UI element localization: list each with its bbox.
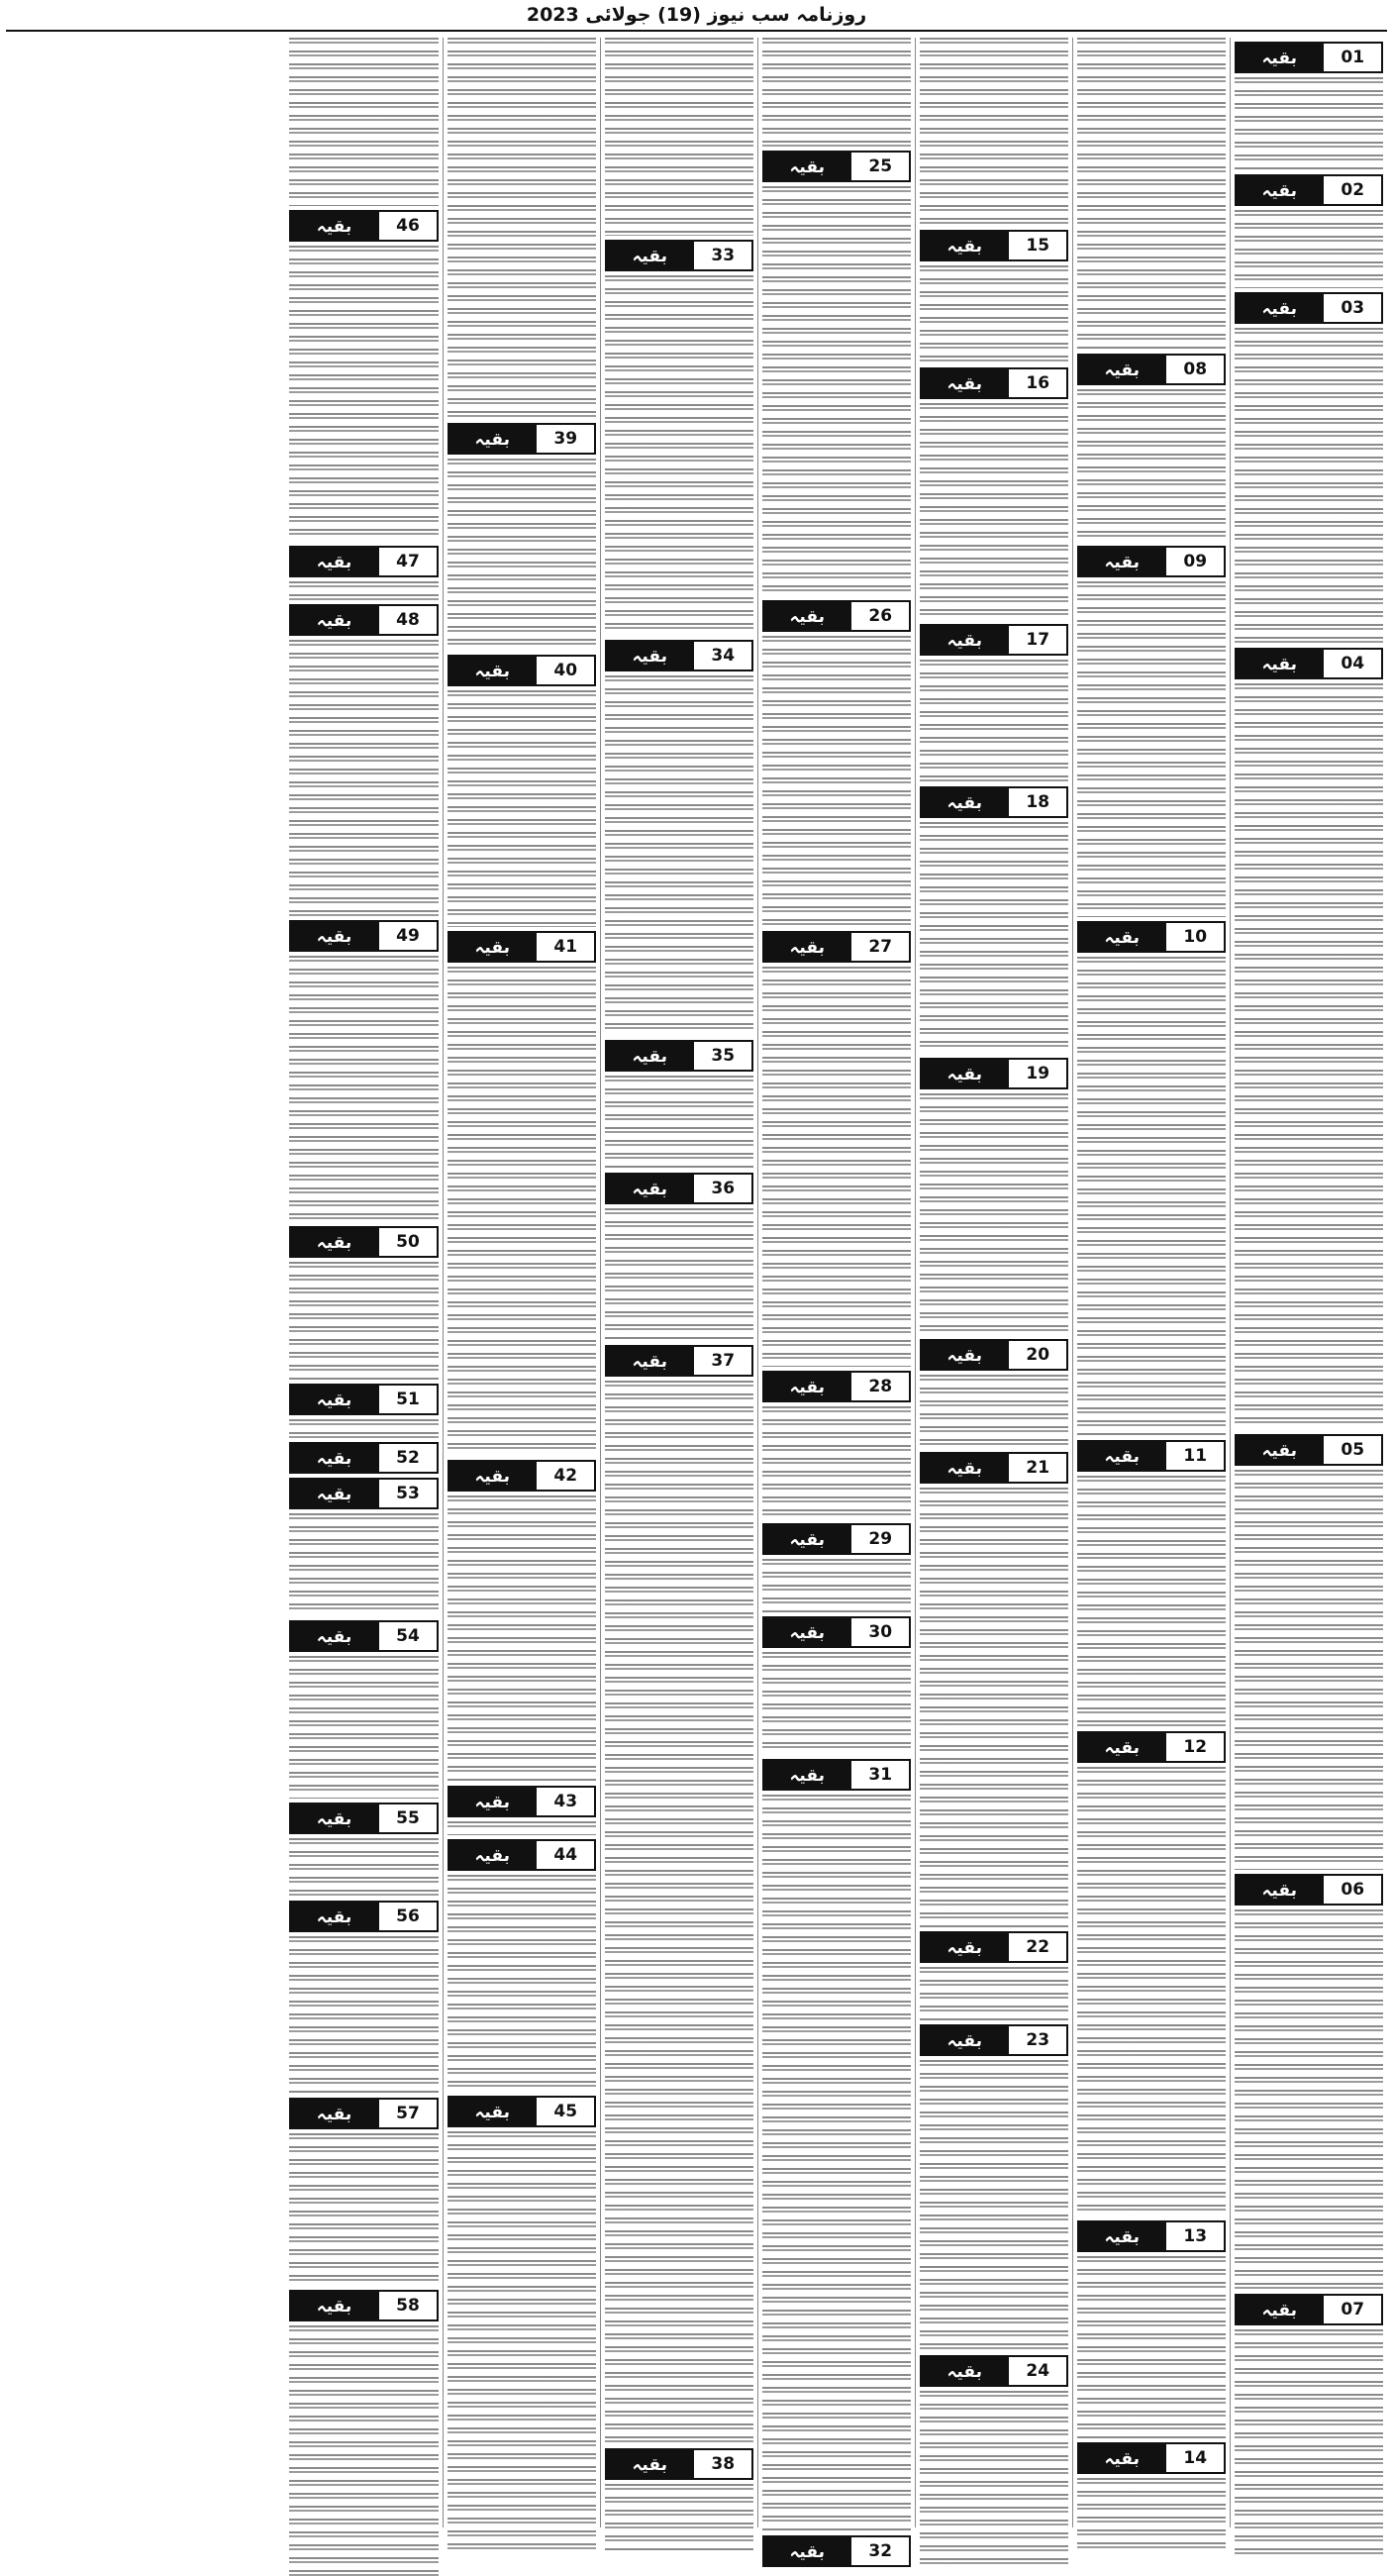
continuation-box: [762, 151, 911, 182]
continuation-box: [448, 655, 596, 686]
continuation-number: 18: [1007, 788, 1066, 816]
article-text: [920, 1488, 1068, 1927]
continuation-number: 12: [1164, 1733, 1224, 1761]
article-text: [289, 1419, 439, 1438]
continuation-box: [1077, 354, 1226, 385]
continuation-label: بقیہ: [291, 1386, 377, 1413]
article-text: [762, 1406, 911, 1519]
article-text: [920, 38, 1068, 226]
continuation-label: بقیہ: [291, 1622, 377, 1650]
article-text: [1077, 2256, 1226, 2438]
article-text: [920, 403, 1068, 620]
continuation-number: 16: [1007, 369, 1066, 397]
continuation-box: [1077, 921, 1226, 953]
continuation-box: [605, 640, 753, 671]
article-text: [1235, 1470, 1383, 1870]
continuation-label: بقیہ: [922, 1341, 1007, 1369]
continuation-label: بقیہ: [1237, 176, 1322, 204]
continuation-box: [762, 2535, 911, 2567]
continuation-label: بقیہ: [922, 369, 1007, 397]
article-text: [605, 275, 753, 636]
continuation-box: [920, 2024, 1068, 2056]
continuation-label: بقیہ: [1237, 650, 1322, 677]
continuation-box: [762, 931, 911, 963]
article-column-1: [1230, 38, 1387, 2527]
continuation-box: [289, 1226, 439, 1258]
continuation-box: [605, 1173, 753, 1204]
article-text: [1235, 1909, 1383, 2290]
continuation-label: بقیہ: [922, 1454, 1007, 1482]
continuation-number: 41: [535, 933, 594, 961]
continuation-number: 47: [377, 548, 437, 575]
continuation-box: [1235, 648, 1383, 679]
continuation-number: 35: [692, 1042, 751, 1070]
continuation-label: بقیہ: [607, 242, 692, 269]
continuation-label: بقیہ: [764, 153, 849, 180]
masthead-title: روزنامہ سب نیوز (19) جولائی 2023: [526, 4, 867, 26]
continuation-label: بقیہ: [607, 2450, 692, 2478]
continuation-label: بقیہ: [1079, 923, 1164, 951]
continuation-number: 23: [1007, 2026, 1066, 2054]
article-text: [920, 822, 1068, 1054]
continuation-number: 25: [849, 153, 909, 180]
article-text: [1077, 38, 1226, 350]
article-text: [605, 675, 753, 1036]
article-text: [1077, 957, 1226, 1436]
continuation-box: [289, 1384, 439, 1415]
continuation-number: 43: [535, 1788, 594, 1815]
continuation-label: بقیہ: [607, 1347, 692, 1375]
continuation-number: 29: [849, 1525, 909, 1553]
continuation-box: [920, 1058, 1068, 1089]
continuation-number: 02: [1322, 176, 1381, 204]
continuation-label: بقیہ: [1079, 548, 1164, 575]
article-text: [289, 581, 439, 600]
continuation-number: 20: [1007, 1341, 1066, 1369]
continuation-number: 11: [1164, 1442, 1224, 1470]
continuation-label: بقیہ: [291, 548, 377, 575]
continuation-box: [1235, 1874, 1383, 1906]
continuation-number: 28: [849, 1373, 909, 1400]
continuation-number: 06: [1322, 1876, 1381, 1904]
continuation-number: 54: [377, 1622, 437, 1650]
continuation-number: 07: [1322, 2296, 1381, 2323]
continuation-label: بقیہ: [1237, 1876, 1322, 1904]
article-text: [448, 690, 596, 927]
continuation-box: [289, 2098, 439, 2129]
continuation-label: بقیہ: [922, 1933, 1007, 1961]
continuation-label: بقیہ: [764, 1525, 849, 1553]
continuation-label: بقیہ: [291, 2292, 377, 2319]
article-text: [762, 1652, 911, 1755]
continuation-number: 51: [377, 1386, 437, 1413]
article-text: [289, 1936, 439, 2094]
continuation-box: [762, 600, 911, 632]
continuation-box: [920, 230, 1068, 261]
continuation-label: بقیہ: [922, 788, 1007, 816]
continuation-number: 55: [377, 1804, 437, 1832]
article-text: [289, 2325, 439, 2576]
continuation-box: [289, 210, 439, 242]
continuation-number: 30: [849, 1618, 909, 1646]
continuation-box: [605, 2448, 753, 2480]
continuation-number: 03: [1322, 294, 1381, 322]
continuation-box: [289, 1901, 439, 1932]
continuation-box: [1077, 2220, 1226, 2252]
article-text: [448, 38, 596, 419]
continuation-box: [762, 1759, 911, 1791]
continuation-box: [920, 367, 1068, 399]
continuation-box: [448, 1786, 596, 1817]
continuation-number: 08: [1164, 356, 1224, 383]
article-text: [1077, 389, 1226, 542]
continuation-number: 42: [535, 1462, 594, 1490]
continuation-label: بقیہ: [1079, 2222, 1164, 2250]
article-text: [448, 1495, 596, 1782]
continuation-box: [762, 1523, 911, 1555]
continuation-label: بقیہ: [291, 1228, 377, 1256]
continuation-label: بقیہ: [1079, 2444, 1164, 2472]
continuation-number: 32: [849, 2537, 909, 2565]
article-text: [920, 1967, 1068, 2020]
article-column-4: [757, 38, 915, 2562]
continuation-number: 13: [1164, 2222, 1224, 2250]
article-text: [1235, 210, 1383, 288]
continuation-box: [1235, 174, 1383, 206]
article-text: [920, 1093, 1068, 1335]
continuation-label: بقیہ: [922, 1060, 1007, 1087]
continuation-label: بقیہ: [764, 1373, 849, 1400]
article-text: [289, 38, 439, 206]
masthead-rule: [6, 30, 1387, 32]
continuation-number: 33: [692, 242, 751, 269]
article-text: [762, 1795, 911, 2531]
article-text: [289, 1262, 439, 1380]
continuation-number: 05: [1322, 1436, 1381, 1464]
continuation-label: بقیہ: [764, 2537, 849, 2565]
continuation-number: 46: [377, 212, 437, 240]
columns-container: [6, 38, 1387, 2562]
article-text: [762, 1559, 911, 1612]
continuation-label: بقیہ: [764, 933, 849, 961]
continuation-box: [1077, 2442, 1226, 2474]
continuation-box: [289, 2290, 439, 2321]
continuation-box: [448, 931, 596, 963]
continuation-number: 40: [535, 657, 594, 684]
continuation-number: 22: [1007, 1933, 1066, 1961]
article-text: [1235, 683, 1383, 1430]
article-text: [920, 660, 1068, 782]
continuation-box: [289, 604, 439, 636]
continuation-label: بقیہ: [449, 2098, 535, 2125]
continuation-number: 53: [377, 1480, 437, 1507]
continuation-number: 04: [1322, 650, 1381, 677]
continuation-box: [1235, 1434, 1383, 1466]
continuation-number: 45: [535, 2098, 594, 2125]
continuation-box: [762, 1371, 911, 1402]
continuation-box: [920, 2355, 1068, 2387]
continuation-box: [920, 624, 1068, 656]
continuation-box: [289, 1620, 439, 1652]
article-text: [1077, 581, 1226, 917]
article-text: [289, 1656, 439, 1799]
continuation-number: 48: [377, 606, 437, 634]
article-text: [1235, 77, 1383, 170]
continuation-number: 10: [1164, 923, 1224, 951]
continuation-label: بقیہ: [607, 1175, 692, 1202]
continuation-number: 34: [692, 642, 751, 670]
continuation-box: [448, 2096, 596, 2127]
article-text: [289, 1513, 439, 1616]
continuation-box: [1235, 292, 1383, 324]
continuation-box: [1235, 42, 1383, 73]
article-text: [448, 1875, 596, 2092]
article-text: [762, 186, 911, 596]
article-text: [448, 459, 596, 651]
continuation-number: 57: [377, 2100, 437, 2127]
article-text: [920, 265, 1068, 363]
continuation-label: بقیہ: [1079, 1733, 1164, 1761]
article-text: [920, 2391, 1068, 2567]
article-text: [289, 2133, 439, 2286]
continuation-box: [289, 920, 439, 952]
continuation-box: [289, 1442, 439, 1474]
article-text: [605, 1076, 753, 1169]
continuation-box: [920, 786, 1068, 818]
continuation-box: [1077, 1440, 1226, 1472]
continuation-box: [605, 1040, 753, 1072]
article-text: [1077, 2478, 1226, 2555]
continuation-box: [289, 1478, 439, 1509]
article-text: [762, 38, 911, 147]
article-text: [1235, 328, 1383, 644]
continuation-label: بقیہ: [922, 626, 1007, 654]
continuation-label: بقیہ: [291, 212, 377, 240]
continuation-label: بقیہ: [764, 1761, 849, 1789]
continuation-label: بقیہ: [1237, 2296, 1322, 2323]
article-column-7: [285, 38, 443, 2527]
continuation-box: [289, 546, 439, 577]
continuation-number: 09: [1164, 548, 1224, 575]
continuation-number: 38: [692, 2450, 751, 2478]
continuation-label: بقیہ: [1237, 1436, 1322, 1464]
article-text: [920, 2060, 1068, 2351]
continuation-label: بقیہ: [1237, 44, 1322, 71]
continuation-box: [289, 1803, 439, 1834]
article-text: [605, 1208, 753, 1341]
continuation-number: 31: [849, 1761, 909, 1789]
article-text: [448, 2131, 596, 2555]
article-text: [289, 1838, 439, 1897]
continuation-label: بقیہ: [449, 425, 535, 453]
continuation-box: [920, 1339, 1068, 1371]
continuation-number: 17: [1007, 626, 1066, 654]
continuation-box: [1077, 546, 1226, 577]
continuation-label: بقیہ: [1079, 1442, 1164, 1470]
continuation-box: [762, 1616, 911, 1648]
continuation-label: بقیہ: [291, 1804, 377, 1832]
continuation-label: بقیہ: [291, 1903, 377, 1930]
continuation-box: [920, 1931, 1068, 1963]
article-text: [289, 640, 439, 916]
article-text: [605, 1381, 753, 2444]
continuation-label: بقیہ: [1079, 356, 1164, 383]
article-text: [605, 38, 753, 236]
continuation-box: [920, 1452, 1068, 1484]
continuation-label: بقیہ: [922, 232, 1007, 259]
continuation-label: بقیہ: [449, 1788, 535, 1815]
continuation-label: بقیہ: [291, 2100, 377, 2127]
continuation-label: بقیہ: [291, 922, 377, 950]
continuation-label: بقیہ: [764, 1618, 849, 1646]
continuation-number: 36: [692, 1175, 751, 1202]
continuation-box: [605, 240, 753, 271]
continuation-label: بقیہ: [607, 642, 692, 670]
continuation-box: [1235, 2294, 1383, 2325]
continuation-label: بقیہ: [922, 2026, 1007, 2054]
article-column-2: [1072, 38, 1230, 2527]
continuation-number: 01: [1322, 44, 1381, 71]
continuation-box: [1077, 1731, 1226, 1763]
article-text: [448, 967, 596, 1456]
continuation-number: 14: [1164, 2444, 1224, 2472]
article-text: [289, 246, 439, 542]
article-text: [762, 967, 911, 1367]
article-text: [1077, 1767, 1226, 2216]
article-text: [289, 956, 439, 1222]
continuation-number: 50: [377, 1228, 437, 1256]
continuation-label: بقیہ: [449, 1462, 535, 1490]
article-text: [920, 1375, 1068, 1448]
continuation-label: بقیہ: [291, 1480, 377, 1507]
continuation-number: 44: [535, 1841, 594, 1869]
continuation-label: بقیہ: [291, 1444, 377, 1472]
article-column-3: [915, 38, 1072, 2527]
continuation-box: [448, 1460, 596, 1492]
continuation-label: بقیہ: [449, 657, 535, 684]
article-text: [1235, 2329, 1383, 2555]
continuation-number: 15: [1007, 232, 1066, 259]
continuation-label: بقیہ: [449, 1841, 535, 1869]
article-text: [605, 2484, 753, 2551]
continuation-number: 21: [1007, 1454, 1066, 1482]
continuation-number: 19: [1007, 1060, 1066, 1087]
continuation-label: بقیہ: [922, 2357, 1007, 2385]
continuation-box: [448, 1839, 596, 1871]
continuation-number: 26: [849, 602, 909, 630]
article-text: [1077, 1476, 1226, 1727]
continuation-number: 24: [1007, 2357, 1066, 2385]
continuation-label: بقیہ: [1237, 294, 1322, 322]
continuation-label: بقیہ: [607, 1042, 692, 1070]
continuation-number: 58: [377, 2292, 437, 2319]
article-column-5: [600, 38, 757, 2527]
continuation-label: بقیہ: [764, 602, 849, 630]
continuation-number: 49: [377, 922, 437, 950]
continuation-number: 52: [377, 1444, 437, 1472]
continuation-number: 27: [849, 933, 909, 961]
article-text: [762, 636, 911, 927]
continuation-label: بقیہ: [449, 933, 535, 961]
continuation-box: [448, 423, 596, 455]
article-text: [448, 1821, 596, 1835]
continuation-number: 56: [377, 1903, 437, 1930]
continuation-label: بقیہ: [291, 606, 377, 634]
continuation-number: 39: [535, 425, 594, 453]
article-column-6: [443, 38, 600, 2527]
continuation-number: 37: [692, 1347, 751, 1375]
continuation-box: [605, 1345, 753, 1377]
